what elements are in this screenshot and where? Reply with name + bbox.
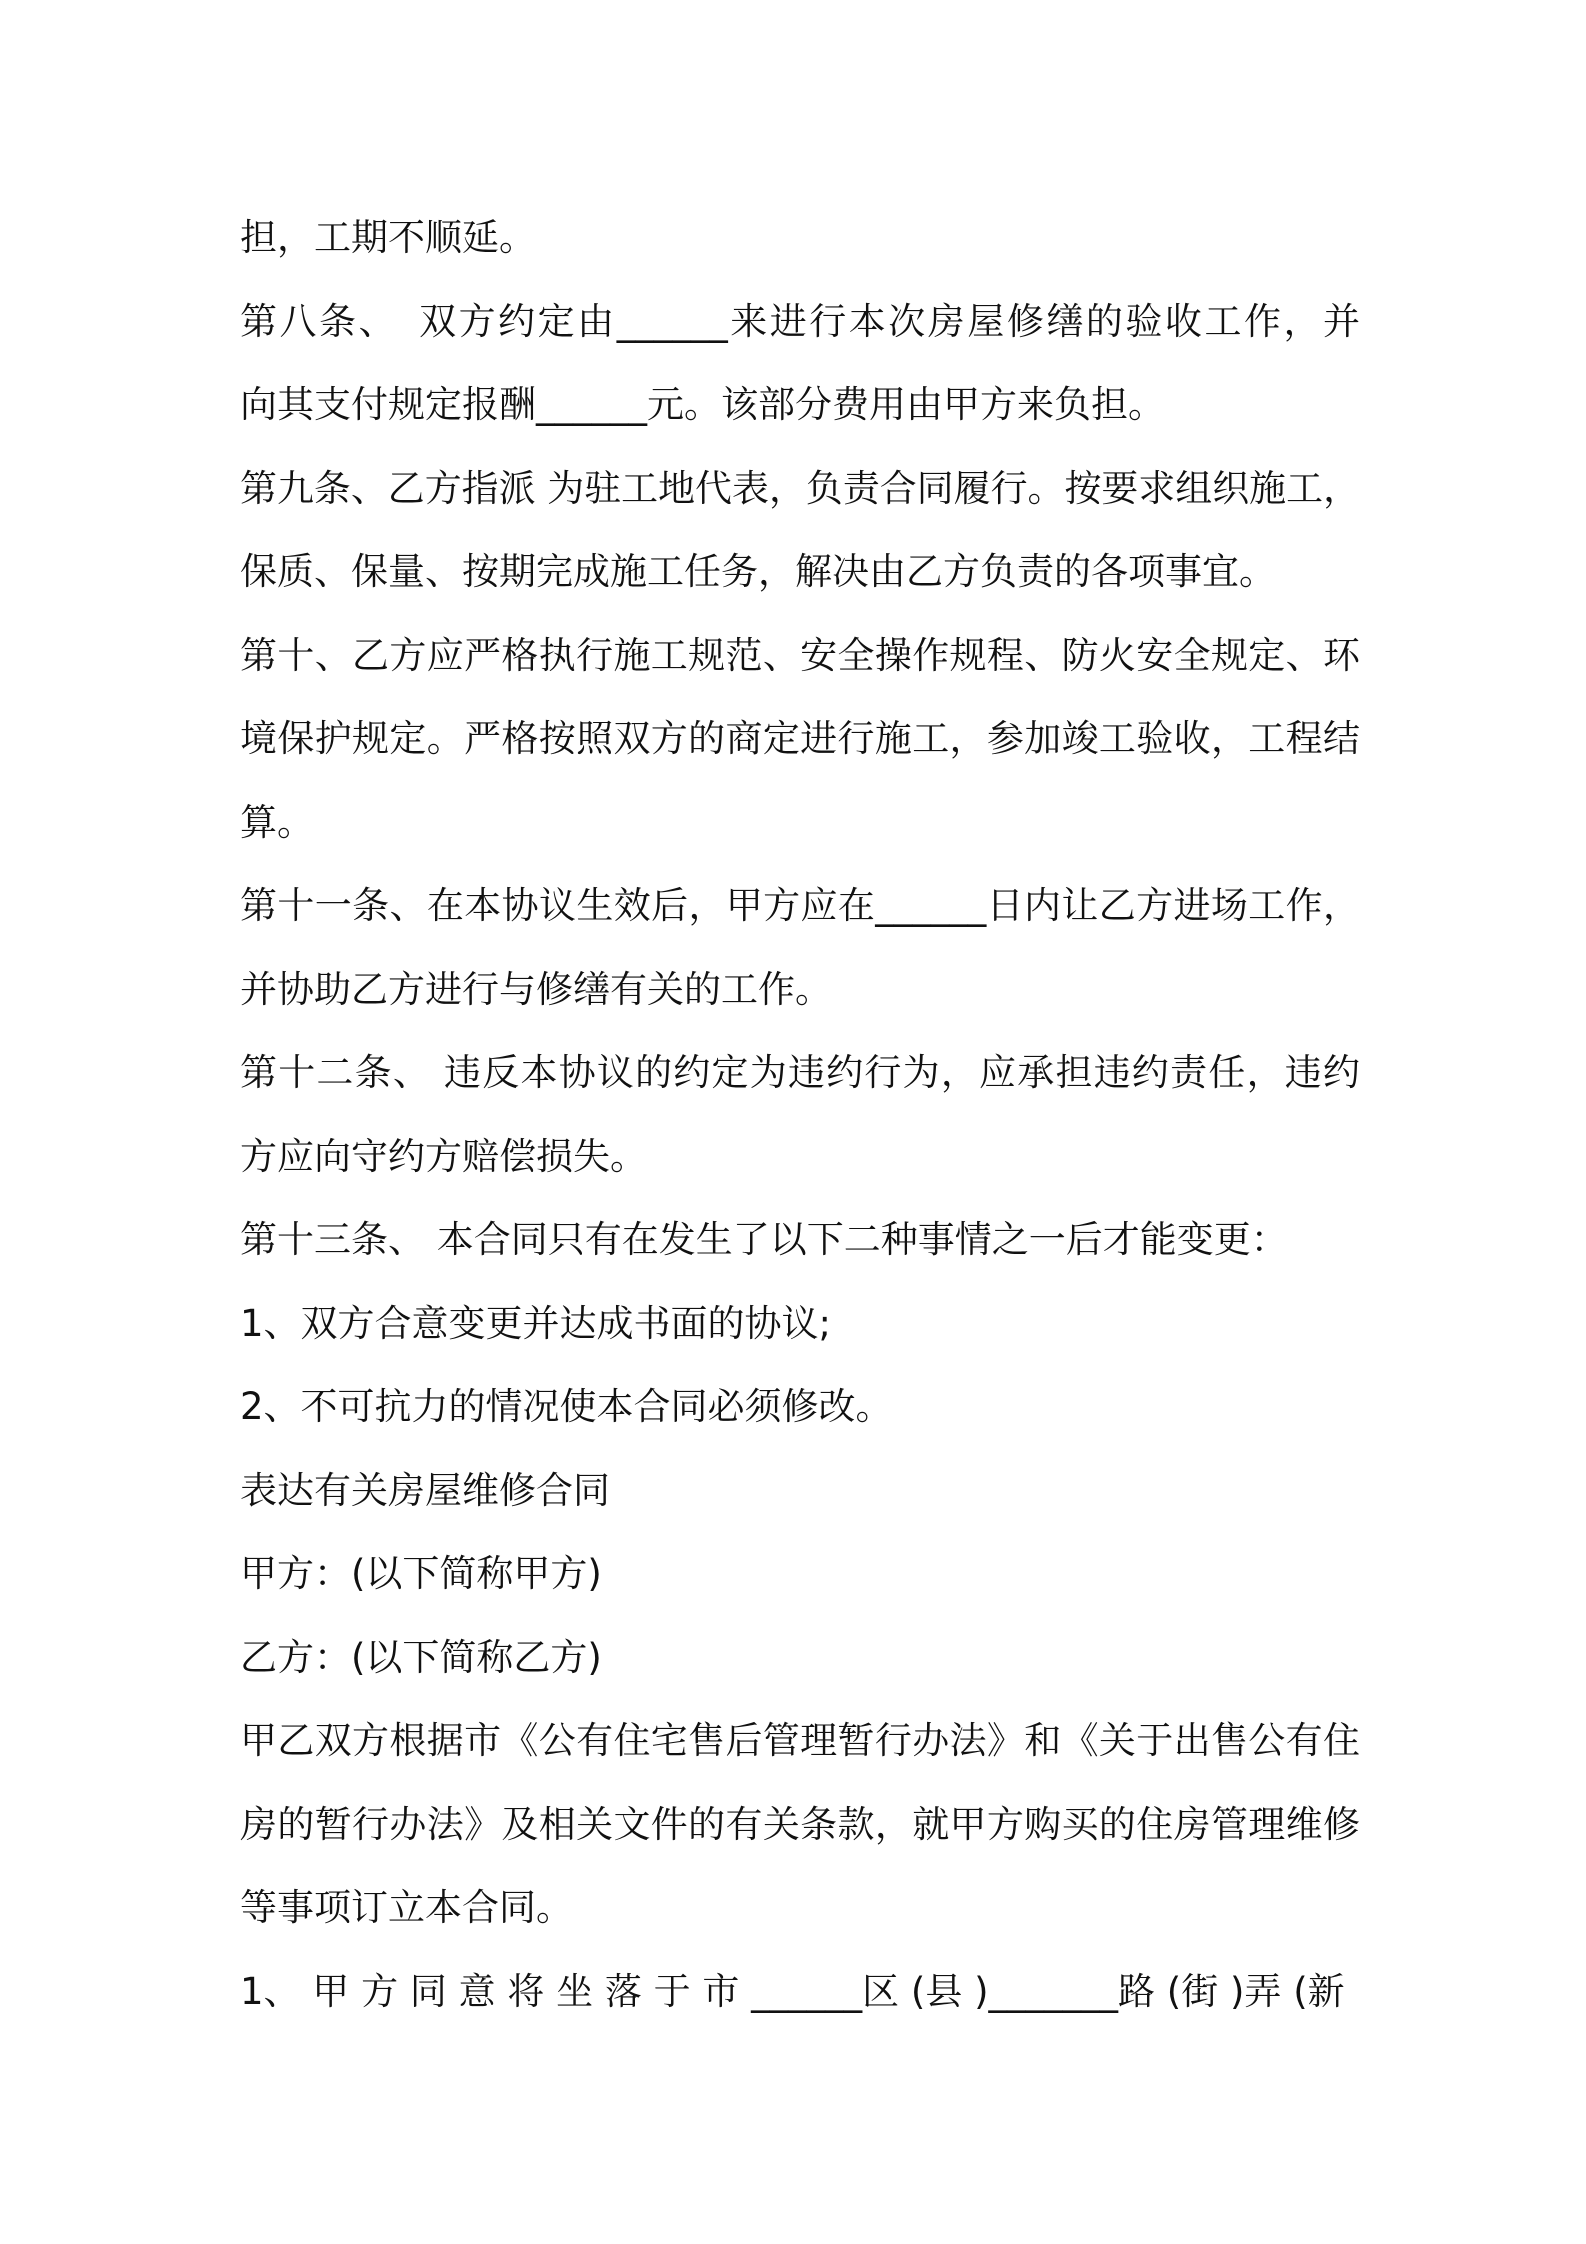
text-line: 房的暂行办法》及相关文件的有关条款，就甲方购买的住房管理维修 — [240, 1802, 1360, 1846]
text-line: 第十三条、 本合同只有在发生了以下二种事情之一后才能变更： — [240, 1218, 1288, 1261]
text-line: 乙方：(以下简称乙方) — [240, 1635, 602, 1679]
text-line: 第八条、 双方约定由______来进行本次房屋修缮的验收工作，并 — [240, 299, 1360, 343]
text-line: 算。 — [240, 800, 314, 844]
text-line: 保质、保量、按期完成施工任务，解决由乙方负责的各项事宜。 — [240, 550, 1276, 593]
text-line: 第十、乙方应严格执行施工规范、安全操作规程、防火安全规定、环 — [240, 633, 1360, 677]
text-line: 第十一条、在本协议生效后，甲方应在______日内让乙方进场工作， — [240, 884, 1360, 927]
text-line: 1、双方合意变更并达成书面的协议; — [240, 1301, 832, 1345]
text-line: 担，工期不顺延。 — [240, 216, 536, 259]
text-line: 向其支付规定报酬______元。该部分费用由甲方来负担。 — [240, 383, 1165, 426]
text-line: 方应向守约方赔偿损失。 — [240, 1134, 647, 1178]
text-line: 境保护规定。严格按照双方的商定进行施工，参加竣工验收，工程结 — [240, 717, 1360, 760]
text-line: 第十二条、 违反本协议的约定为违约行为，应承担违约责任，违约 — [240, 1051, 1360, 1094]
document-body — [240, 196, 1360, 2033]
text-line: 甲乙双方根据市《公有住宅售后管理暂行办法》和《关于出售公有住 — [240, 1719, 1360, 1762]
text-line: 第九条、乙方指派 为驻工地代表，负责合同履行。按要求组织施工， — [240, 466, 1360, 510]
text-line: 等事项订立本合同。 — [240, 1886, 573, 1929]
text-line: 2、不可抗力的情况使本合同必须修改。 — [240, 1385, 893, 1428]
text-line: 并协助乙方进行与修缮有关的工作。 — [240, 967, 832, 1011]
section-heading: 表达有关房屋维修合同 — [240, 1468, 610, 1512]
text-line: 甲方：(以下简称甲方) — [240, 1552, 602, 1595]
text-line: 1、 甲 方 同 意 将 坐 落 于 市 ______区 (县 )_______路 (街 )弄 (新 — [240, 1969, 1345, 2013]
